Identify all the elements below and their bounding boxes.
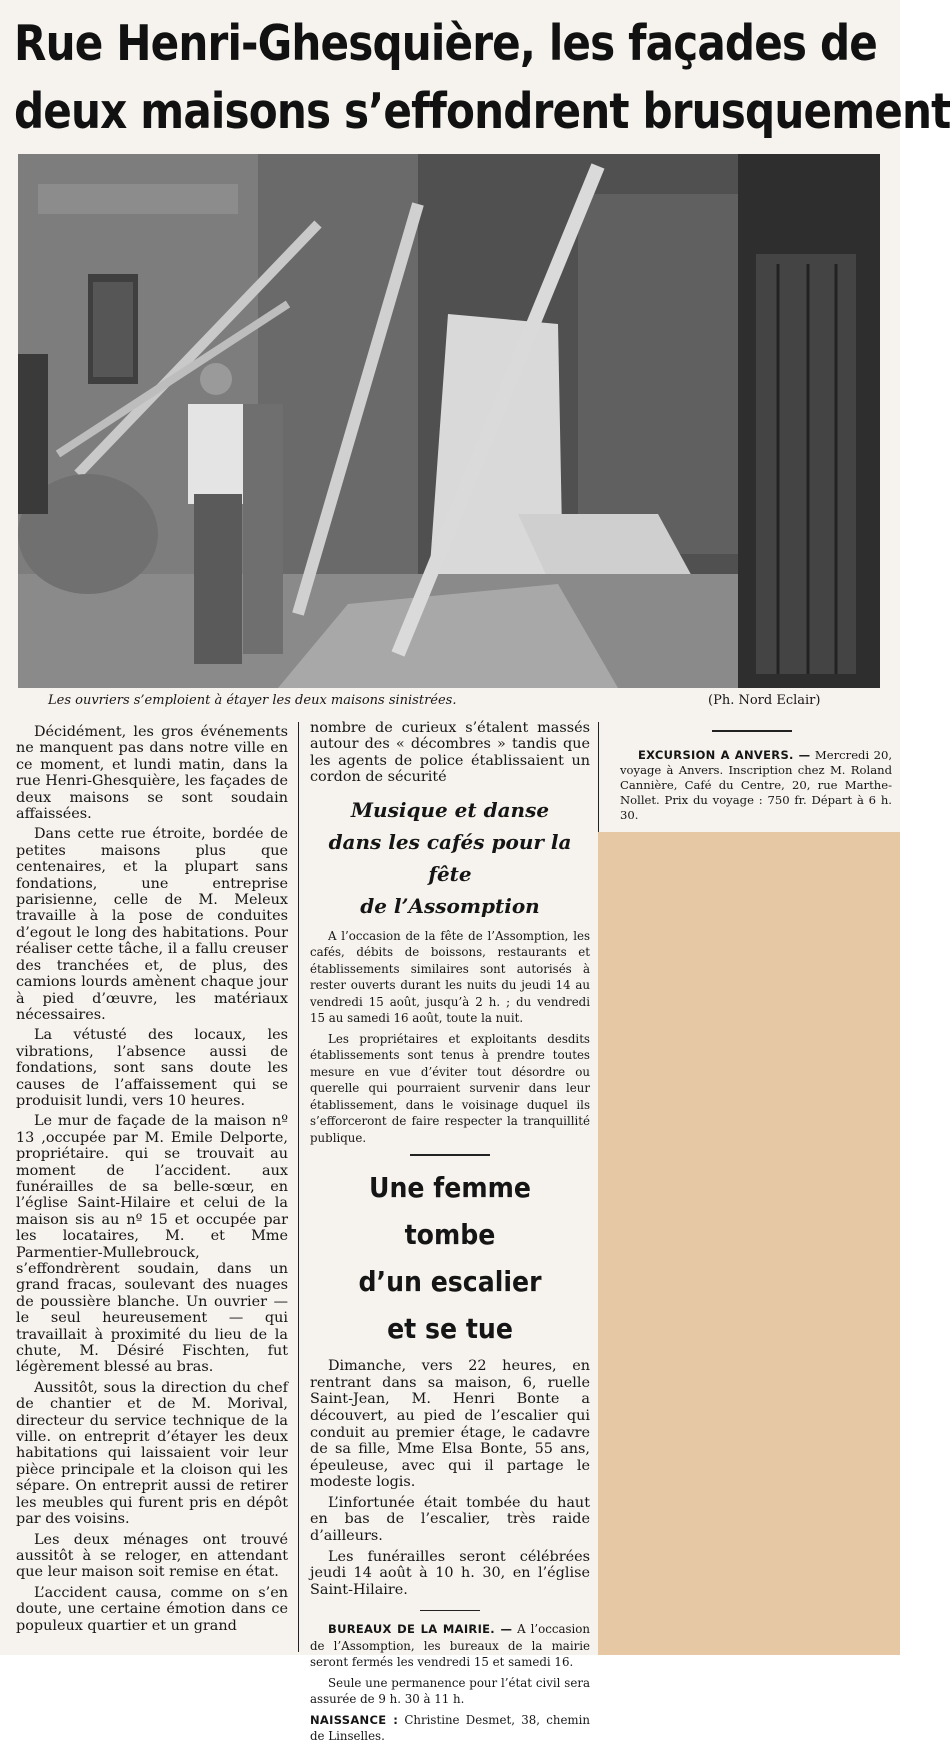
section-rule xyxy=(410,1154,490,1156)
article-paragraph: L’accident causa, comme on s’en doute, une certaine émotion dans ce populeux quartier et un grand xyxy=(16,1584,288,1634)
femme-headline-line-2: d’un escalier xyxy=(358,1265,542,1299)
article-column-3 xyxy=(620,748,892,823)
femme-headline xyxy=(324,1164,576,1352)
femme-headline-line-1: Une femme tombe xyxy=(369,1171,531,1252)
column-rule xyxy=(298,722,299,1652)
bureaux-paragraph: Seule une permanence pour l’état civil sera assurée de 9 h. 30 à 11 h. xyxy=(310,1675,590,1707)
article-paragraph: Décidément, les gros événements ne manquent pas dans notre ville en ce moment, et lundi matin, dans la rue Henri-Ghesquière, les façades de deux maisons se sont soudain affaissées. xyxy=(16,724,288,823)
photo-caption: Les ouvriers s’emploient à étayer les deux maisons sinistrées. xyxy=(48,693,457,708)
naissance-notice xyxy=(310,1712,590,1745)
headline-line-1: Rue Henri-Ghesquière, les façades de xyxy=(14,15,877,72)
article-paragraph: Les deux ménages ont trouvé aussitôt à se reloger, en attendant que leur maison soit remise en état. xyxy=(16,1531,288,1581)
article-continuation: nombre de curieux s’étalent massés autour des « décombres » tandis que les agents de police établissaient un cordon de sécurité xyxy=(310,720,590,786)
headline xyxy=(14,10,950,146)
photo-collapsed-houses xyxy=(18,154,880,688)
musique-paragraph: A l’occasion de la fête de l’Assomption, les cafés, débits de boissons, restaurants et établissements similaires sont autorisés à rester ouverts durant les nuits du jeudi 14 au vendredi 15 août, jusqu’à 2 h. ; du vendredi 15 au samedi 16 août, toute la nuit. xyxy=(310,928,590,1026)
excursion-lead: EXCURSION A ANVERS. — xyxy=(638,748,811,762)
musique-paragraph: Les propriétaires et exploitants desdits établissements sont tenus à prendre toutes mesure en vue d’éviter tout désordre ou querelle qui pourraient survenir dans leur établissement, dans le voisinage duquel ils s’efforceront de faire respecter la tranquillité publique. xyxy=(310,1031,590,1145)
bureaux-notice xyxy=(310,1621,590,1671)
photo-credit: (Ph. Nord Eclair) xyxy=(708,693,821,708)
femme-headline-line-3: et se tue xyxy=(387,1312,513,1346)
bureaux-lead: BUREAUX DE LA MAIRIE. — xyxy=(328,1622,513,1637)
musique-headline xyxy=(310,794,590,922)
femme-paragraph: Dimanche, vers 22 heures, en rentrant dans sa maison, 6, ruelle Saint-Jean, M. Henri Bonte a découvert, au pied de l’escalier qui conduit au premier étage, le cadavre de sa fille, Mme Elsa Bonte, 55 ans, épeuleuse, avec qui il partage le modeste logis. xyxy=(310,1358,590,1491)
naissance-lead: NAISSANCE : xyxy=(310,1712,399,1727)
musique-headline-line-3: de l’Assomption xyxy=(360,893,540,918)
excursion-text: Mercredi 20, voyage à Anvers. Inscription chez M. Roland Cannière, Café du Centre, 20, rue Marthe-Nollet. Prix du voyage : 750 fr. Départ à 6 h. 30. xyxy=(620,748,893,822)
headline-line-2: deux maisons s’effondrent brusquement xyxy=(14,83,950,140)
excursion-notice xyxy=(620,748,892,823)
article-column-2 xyxy=(310,720,590,1745)
bureaux-text: A l’occasion de l’Assomption, les bureaux de la mairie seront fermés les vendredi 15 et samedi 16. xyxy=(310,1622,591,1670)
article-paragraph: Dans cette rue étroite, bordée de petites maisons plus que centenaires, et la plupart sans fondations, une entreprise parisienne, celle de M. Meleux travaille à la pose de conduites d’egout le long des habitations. Pour réaliser cette tâche, il a fallu creuser des tranchées et, de plus, des camions lourds amènent chaque jour à pied d’œuvre, les matériaux nécessaires. xyxy=(16,826,288,1023)
article-paragraph: Le mur de façade de la maison nº 13 ,occupée par M. Emile Delporte, propriétaire. qui se trouvait au moment de l’accident. aux funérailles de sa belle-sœur, en l’église Saint-Hilaire et celui de la maison sis au nº 15 et occupée par les locataires, M. et Mme Parmentier-Mullebrouck, s’effondrèrent soudain, dans un grand fracas, soulevant des nuages de poussière blanche. Un ouvrier — le seul heureusement — qui travaillait à proximité du lieu de la chute, M. Désiré Fischten, fut légèrement blessé au bras. xyxy=(16,1113,288,1376)
article-column-1 xyxy=(16,724,288,1634)
musique-headline-line-1: Musique et danse xyxy=(350,797,550,822)
news-photo xyxy=(18,154,880,688)
article-paragraph: Aussitôt, sous la direction du chef de chantier et de M. Morival, directeur du service technique de la ville. on entreprit d’étayer les deux habitations qui laissaient voir leur pièce principale et la cloison qui les sépare. On entreprit aussi de retirer les meubles qui furent pris en dépôt par des voisins. xyxy=(16,1379,288,1528)
column-rule xyxy=(598,722,599,832)
femme-paragraph: Les funérailles seront célébrées jeudi 14 août à 10 h. 30, en l’église Saint-Hilaire. xyxy=(310,1548,590,1598)
section-rule xyxy=(420,1610,480,1611)
femme-paragraph: L’infortunée était tombée du haut en bas de l’escalier, très raide d’ailleurs. xyxy=(310,1494,590,1545)
section-rule xyxy=(712,730,792,732)
naissance-text: Christine Desmet, 38, chemin de Linselles. xyxy=(310,1712,590,1744)
blank-background-area xyxy=(598,832,900,1655)
article-paragraph: La vétusté des locaux, les vibrations, l’absence aussi de fondations, sont sans doute les causes de l’affaissement qui se produisit lundi, vers 10 heures. xyxy=(16,1027,288,1109)
musique-headline-line-2: dans les cafés pour la fête xyxy=(328,829,572,886)
